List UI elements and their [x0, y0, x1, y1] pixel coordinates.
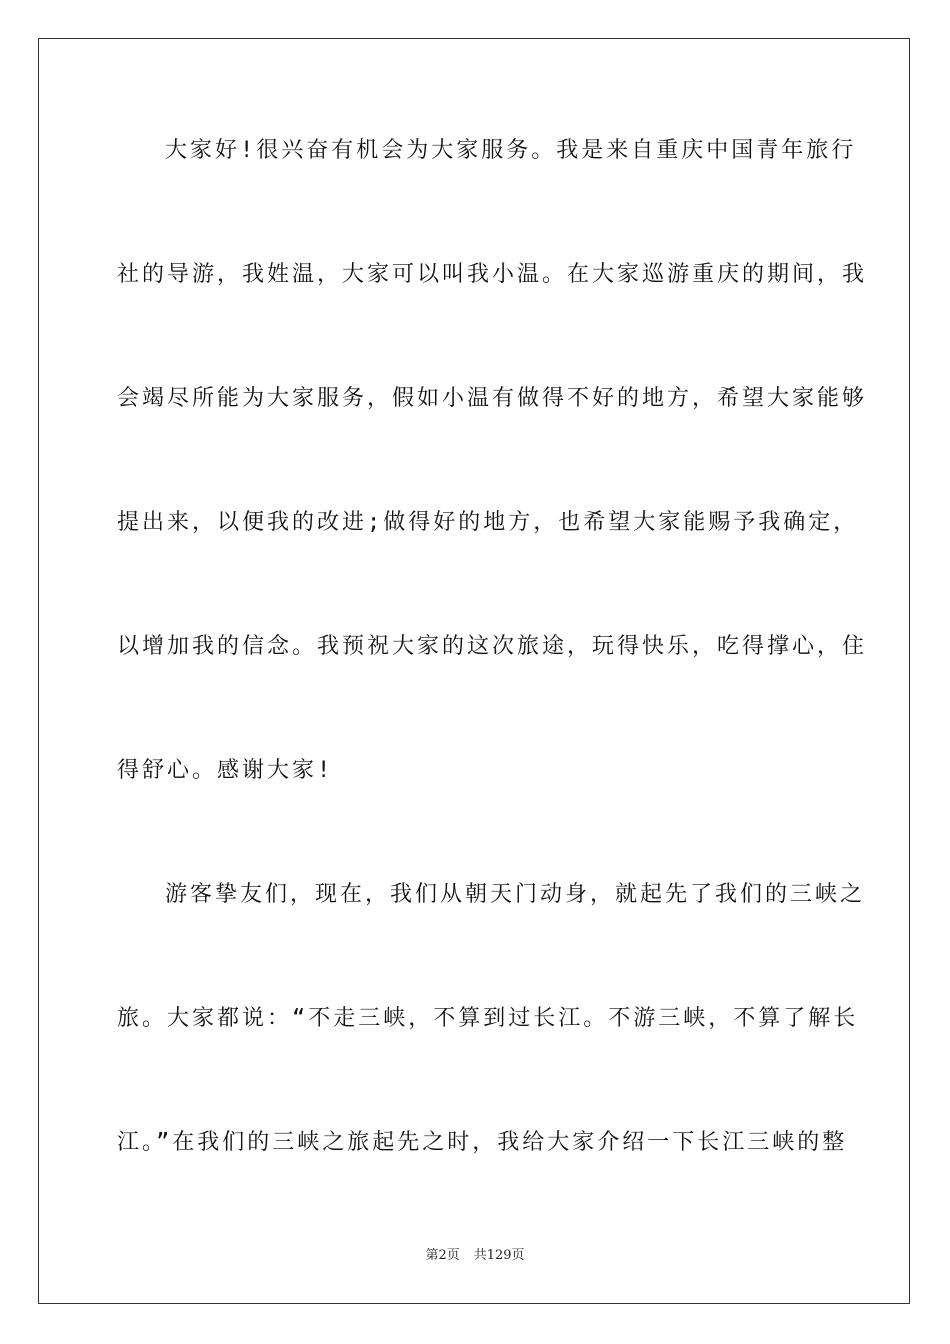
text-line: 江。”在我们的三峡之旅起先之时，我给大家介绍一下长江三峡的整 [117, 1130, 848, 1155]
text-line: 大家好!很兴奋有机会为大家服务。我是来自重庆中国青年旅行 [165, 138, 857, 163]
text-line: 旅。大家都说：“不走三峡，不算到过长江。不游三峡，不算了解长 [117, 1006, 859, 1031]
text-line: 社的导游，我姓温，大家可以叫我小温。在大家巡游重庆的期间，我 [117, 262, 868, 287]
page-total: 共129页 [473, 1248, 525, 1263]
page-border [38, 38, 910, 1304]
text-line: 会竭尽所能为大家服务，假如小温有做得不好的地方，希望大家能够 [117, 386, 868, 411]
text-line: 游客挚友们，现在，我们从朝天门动身，就起先了我们的三峡之 [165, 882, 866, 907]
text-line: 提出来，以便我的改进;做得好的地方，也希望大家能赐予我确定， [117, 510, 859, 535]
page-footer [0, 1247, 950, 1265]
page-number: 第2页 [425, 1248, 460, 1263]
text-line: 得舒心。感谢大家! [117, 758, 334, 783]
text-line: 以增加我的信念。我预祝大家的这次旅途，玩得快乐，吃得撑心，住 [117, 634, 868, 659]
